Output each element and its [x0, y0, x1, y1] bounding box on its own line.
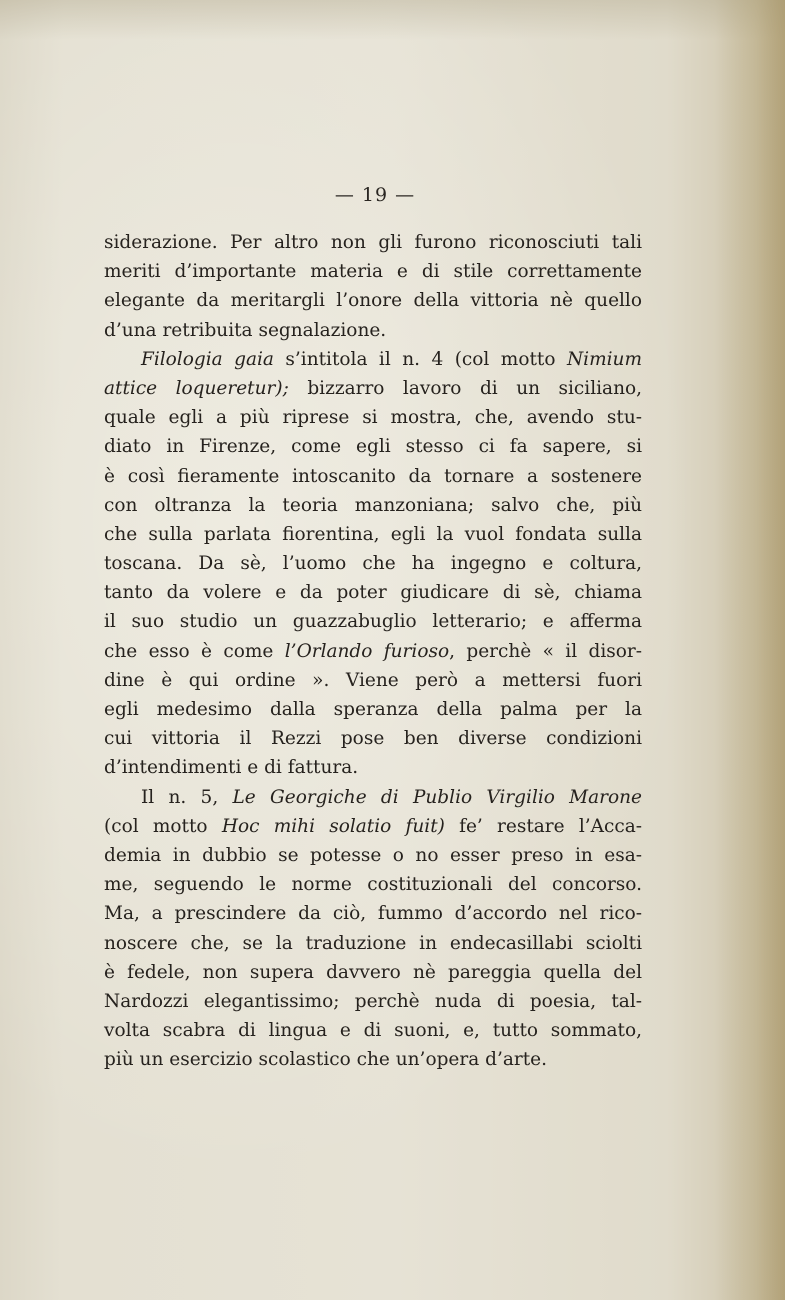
text-run: demia in dubbio se potesse o no esser preso in esa-	[104, 844, 642, 866]
text-run: Il n. 5,	[141, 786, 233, 808]
text-line	[104, 666, 642, 695]
text-line	[104, 549, 642, 578]
text-run: diato in Firenze, come egli stesso ci fa sapere, si	[104, 436, 642, 458]
page-number: — 19 —	[334, 184, 416, 206]
italic-text: Le Georgiche di Publio Virgilio Marone	[232, 786, 642, 808]
text-line	[104, 870, 642, 899]
text-run: egli medesimo dalla speranza della palma per la	[104, 699, 642, 720]
italic-text: Hoc mihi solatio fuit)	[221, 815, 445, 837]
text-run: , perchè « il disor-	[449, 640, 642, 662]
text-line	[104, 374, 642, 403]
text-run: è fedele, non supera davvero nè pareggia quella del	[104, 961, 642, 983]
text-line	[104, 520, 642, 549]
text-run: d’intendimenti e di fattura.	[104, 757, 359, 779]
text-line	[104, 812, 642, 841]
text-run: il suo studio un guazzabuglio letterario; e afferma	[104, 611, 642, 633]
text-line	[104, 724, 642, 753]
text-run: dine è qui ordine ». Viene però a mettersi fuori	[104, 669, 642, 691]
text-run: volta scabra di lingua e di suoni, e, tutto sommato,	[104, 1020, 642, 1042]
text-line	[104, 1045, 642, 1074]
text-run: che sulla parlata fiorentina, egli la vuol fondata sulla	[104, 523, 642, 545]
body-text	[104, 228, 642, 1074]
italic-text: attice loqueretur);	[104, 377, 289, 399]
text-line	[104, 929, 642, 958]
text-run: con oltranza la teoria manzoniana; salvo che, più	[104, 494, 642, 516]
text-line	[104, 1016, 642, 1045]
text-run: s’intitola il n. 4 (col motto	[273, 348, 567, 370]
text-line	[104, 695, 642, 724]
text-run: Ma, a prescindere da ciò, fummo d’accordo nel rico-	[104, 903, 642, 925]
italic-text: l’Orlando furioso	[284, 640, 450, 662]
text-line	[104, 637, 642, 666]
page-top-stain	[0, 0, 785, 40]
text-run: cui vittoria il Rezzi pose ben diverse condizioni	[104, 728, 642, 750]
text-line	[104, 899, 642, 928]
text-run: quale egli a più riprese si mostra, che, avendo stu-	[104, 407, 642, 429]
text-line	[104, 841, 642, 870]
text-run: noscere che, se la traduzione in endecasillabi sciolti	[104, 932, 642, 954]
text-line	[104, 228, 642, 257]
text-line	[104, 345, 642, 374]
text-run: siderazione. Per altro non gli furono riconosciuti tali	[104, 232, 642, 253]
text-line	[104, 462, 642, 491]
text-run: fe’ restare l’Acca-	[444, 815, 642, 837]
text-run: è così fieramente intoscanito da tornare a sostenere	[104, 465, 642, 487]
text-line	[104, 432, 642, 461]
text-line	[104, 753, 642, 782]
text-run: elegante da meritargli l’onore della vittoria nè quello	[104, 290, 642, 312]
text-run: d’una retribuita segnalazione.	[104, 319, 387, 341]
text-run: toscana. Da sè, l’uomo che ha ingegno e coltura,	[104, 553, 642, 575]
text-run: che esso è come	[104, 640, 285, 662]
text-line	[104, 403, 642, 432]
text-line	[104, 958, 642, 987]
text-run: più un esercizio scolastico che un’opera d’arte.	[104, 1049, 547, 1071]
text-line	[104, 257, 642, 286]
text-run: (col motto	[104, 815, 222, 837]
text-run: tanto da volere e da poter giudicare di sè, chiama	[104, 582, 642, 604]
text-line	[104, 607, 642, 636]
italic-text: Filologia gaia	[141, 348, 274, 370]
text-line	[104, 491, 642, 520]
text-line	[104, 987, 642, 1016]
text-line	[104, 316, 642, 345]
text-line	[104, 286, 642, 315]
text-run: Nardozzi elegantissimo; perchè nuda di poesia, tal-	[104, 990, 642, 1012]
text-line	[104, 783, 642, 812]
italic-text: Nimium	[566, 348, 642, 370]
text-line	[104, 578, 642, 607]
text-run: me, seguendo le norme costituzionali del concorso.	[104, 874, 642, 896]
text-run: meriti d’importante materia e di stile correttamente	[104, 261, 642, 283]
text-run: bizzarro lavoro di un siciliano,	[288, 377, 643, 399]
